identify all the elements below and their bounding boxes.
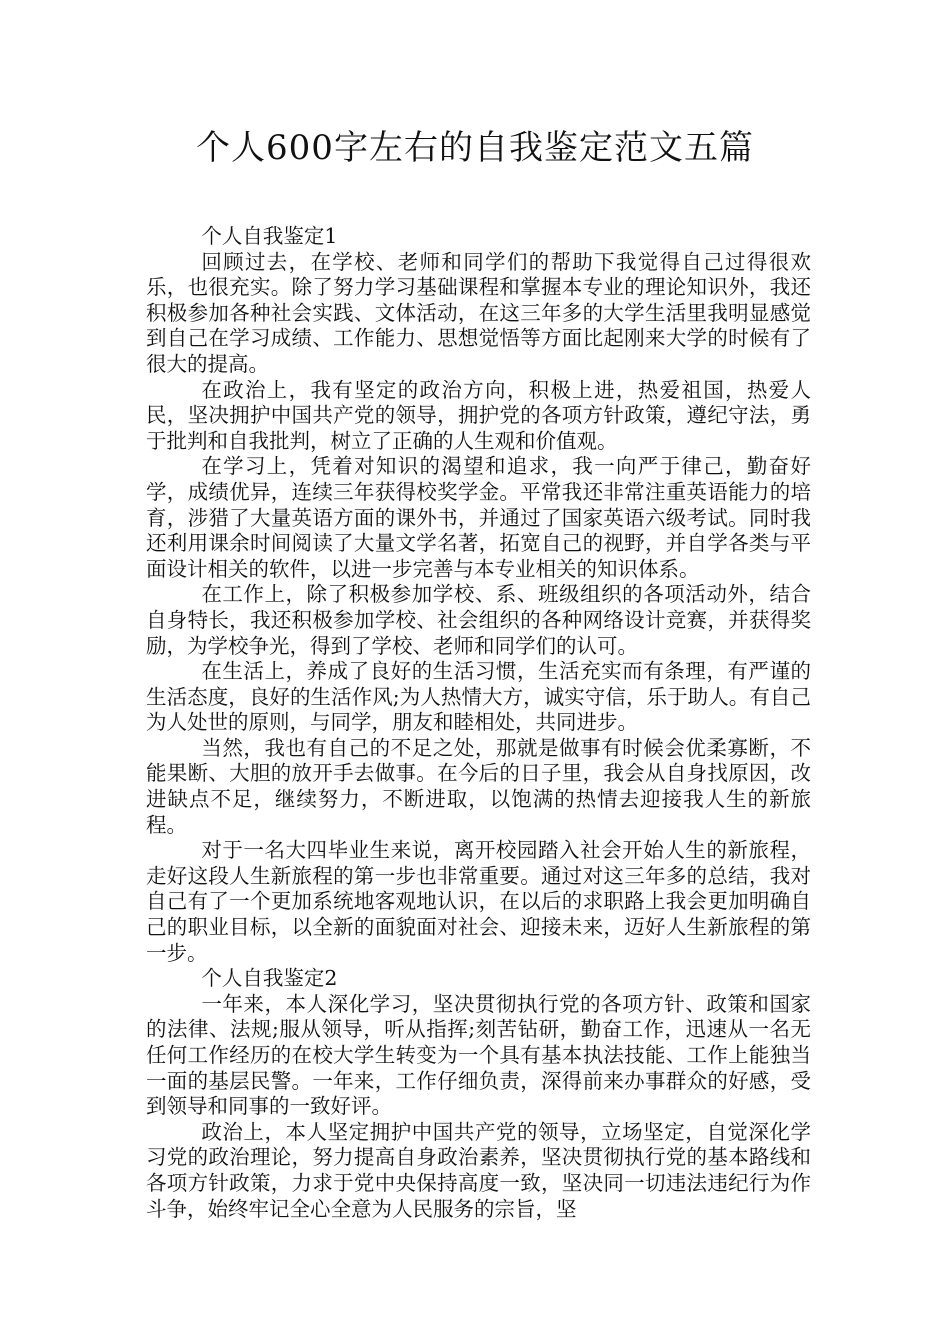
paragraph: 一年来，本人深化学习，坚决贯彻执行党的各项方针、政策和国家的法律、法规;服从领导，听从指挥;刻苦钻研，勤奋工作，迅速从一名无任何工作经历的在校大学生转变为一个具有基本执法技能、工作上能独当一面的基层民警。一年来，工作仔细负责，深得前来办事群众的好感，受到领导和同事的一致好评。 (146, 991, 811, 1119)
paragraph: 在学习上，凭着对知识的渴望和追求，我一向严于律己，勤奋好学，成绩优异，连续三年获得校奖学金。平常我还非常注重英语能力的培育，涉猎了大量英语方面的课外书，并通过了国家英语六级考试。同时我还利用课余时间阅读了大量文学名著，拓宽自己的视野，并自学各类与平面设计相关的软件，以进一步完善与本专业相关的知识体系。 (146, 454, 811, 581)
paragraph: 在生活上，养成了良好的生活习惯，生活充实而有条理，有严谨的生活态度，良好的生活作风;为人热情大方，诚实守信，乐于助人。有自己为人处世的原则，与同学，朋友和睦相处，共同进步。 (146, 659, 811, 735)
paragraph: 回顾过去，在学校、老师和同学们的帮助下我觉得自己过得很欢乐，也很充实。除了努力学习基础课程和掌握本专业的理论知识外，我还积极参加各种社会实践、文体活动，在这三年多的大学生活里我明显感觉到自己在学习成绩、工作能力、思想觉悟等方面比起刚来大学的时候有了很大的提高。 (146, 249, 811, 376)
paragraph: 当然，我也有自己的不足之处，那就是做事有时候会优柔寡断，不能果断、大胆的放开手去做事。在今后的日子里，我会从自身找原因，改进缺点不足，继续努力，不断进取，以饱满的热情去迎接我人生的新旅程。 (146, 735, 811, 837)
section-heading: 个人自我鉴定1 (201, 224, 338, 248)
document-title: 个人600字左右的自我鉴定范文五篇 (196, 128, 754, 168)
section-heading: 个人自我鉴定2 (201, 966, 338, 991)
paragraph: 在工作上，除了积极参加学校、系、班级组织的各项活动外，结合自身特长，我还积极参加学校、社会组织的各种网络设计竞赛，并获得奖励，为学校争光，得到了学校、老师和同学们的认可。 (146, 582, 811, 658)
paragraph: 对于一名大四毕业生来说，离开校园踏入社会开始人生的新旅程，走好这段人生新旅程的第一步也非常重要。通过对这三年多的总结，我对自己有了一个更加系统地客观地认识，在以后的求职路上我会更加明确自己的职业目标，以全新的面貌面对社会、迎接未来，迈好人生新旅程的第一步。 (146, 838, 811, 965)
document-body (146, 224, 811, 1222)
paragraph: 在政治上，我有坚定的政治方向，积极上进，热爱祖国，热爱人民，坚决拥护中国共产党的领导，拥护党的各项方针政策，遵纪守法，勇于批判和自我批判，树立了正确的人生观和价值观。 (146, 377, 811, 453)
paragraph: 政治上，本人坚定拥护中国共产党的领导，立场坚定，自觉深化学习党的政治理论，努力提高自身政治素养，坚决贯彻执行党的基本路线和各项方针政策，力求于党中央保持高度一致，坚决同一切违法违纪行为作斗争，始终牢记全心全意为人民服务的宗旨，坚 (146, 1119, 811, 1221)
